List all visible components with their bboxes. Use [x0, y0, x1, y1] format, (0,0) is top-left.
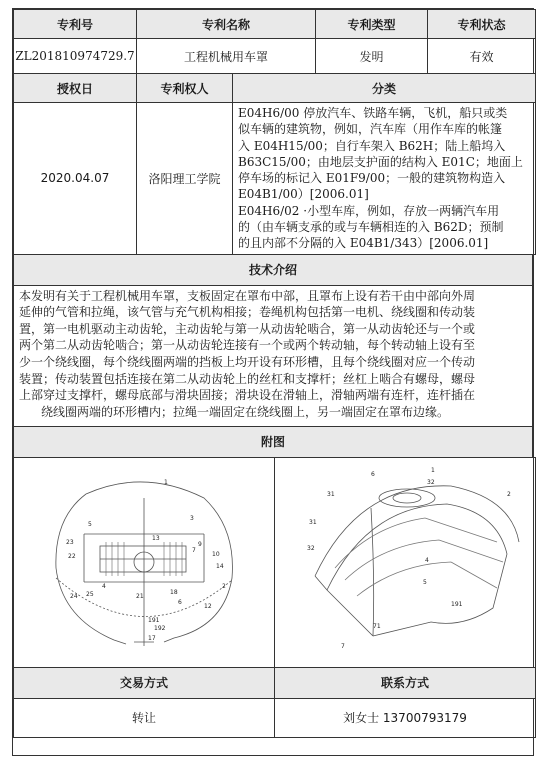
figure-1-label: 1	[164, 478, 168, 486]
dome-inner	[327, 504, 507, 590]
trade-title: 交易方式	[14, 667, 275, 698]
figure-1-label: 2	[222, 582, 226, 590]
figure-1-drawing	[14, 458, 273, 664]
grant-record-row	[14, 103, 536, 255]
tech-body-row	[14, 285, 533, 426]
record-row	[14, 39, 536, 74]
figure-2-label: 31	[327, 490, 335, 498]
figure-2-label: 32	[307, 544, 315, 552]
patent-name-header: 专利名称	[137, 10, 316, 39]
figure-1-label: 9	[198, 540, 202, 548]
figure-1-label: 21	[136, 592, 144, 600]
patent-sheet	[12, 8, 534, 756]
figure-1-label: 3	[190, 514, 194, 522]
patent-type-header: 专利类型	[316, 10, 428, 39]
figure-1-label: 4	[102, 582, 106, 590]
figure-2-label: 6	[371, 470, 375, 478]
figure-1-label: 12	[204, 602, 212, 610]
figure-1-label: 24	[70, 592, 78, 600]
contact-title: 联系方式	[275, 667, 536, 698]
abstract-line: 少一个绕线圈，每个绕线圈两端的挡板上均开设有环形槽，且每个绕线圈对应一个传动	[19, 355, 476, 370]
figure-2-label: 191	[451, 600, 463, 608]
figure-1-label: 14	[216, 562, 224, 570]
figure-2-label: 2	[507, 490, 511, 498]
figure-header-row	[14, 426, 533, 457]
figure-2-drawing	[275, 458, 534, 664]
tech-abstract	[14, 285, 533, 426]
figure-1-label: 25	[86, 590, 94, 598]
figure-1-label: 7	[192, 546, 196, 554]
figure-title: 附图	[14, 426, 533, 457]
grant-header-row	[14, 74, 536, 103]
figure-1-label: 23	[66, 538, 74, 546]
patent-no-header: 专利号	[14, 10, 137, 39]
ribs	[335, 518, 503, 596]
top-reel	[379, 489, 435, 507]
figure-1-label: 22	[68, 552, 76, 560]
classification-line: 的（由车辆支承的或与车辆相连的入 B62D；预制	[238, 220, 504, 235]
patent-status-value: 有效	[428, 39, 536, 74]
header-row	[14, 10, 536, 39]
figure-1-cell	[14, 457, 275, 667]
patent-status-header: 专利状态	[428, 10, 536, 39]
abstract-line: 本发明有关于工程机械用车罩，支板固定在罩布中部，且罩布上设有若干由中部向外周	[19, 288, 476, 303]
figure-1-label: 191	[148, 616, 160, 624]
figure-1-label: 13	[152, 534, 160, 542]
figure-2-label: 5	[423, 578, 427, 586]
figure-2-label: 7	[341, 642, 345, 650]
classification-value	[233, 103, 536, 255]
grant-date-header: 授权日	[14, 74, 137, 103]
contact-value: 刘女士 13700793179	[275, 698, 536, 737]
abstract-line: 两个第二从动齿轮啮合；第一从动齿轮连接有一个或两个转动轴，每个转动轴上设有至	[19, 338, 476, 353]
classification-line: 停车场的标记入 E01F9/00；一般的建筑物构造入	[238, 171, 506, 186]
figure-1-label: 10	[212, 550, 220, 558]
classification-header: 分类	[233, 74, 536, 103]
classification-line: B63C15/00；由地层支护面的结构入 E01C；地面上	[238, 154, 523, 169]
classification-line: E04H6/02 ·小型车库，例如，存放一两辆汽车用	[238, 203, 500, 218]
classification-line: 的且内部不分隔的入 E04B1/343）[2006.01]	[238, 236, 489, 251]
classification-line: E04B1/00）[2006.01]	[238, 187, 369, 202]
patent-table	[13, 9, 536, 74]
figure-2-label: 1	[431, 466, 435, 474]
footer-header-row	[14, 667, 536, 698]
patent-no-value: ZL201810974729.7	[14, 39, 137, 74]
abstract-line: 装置；传动装置包括连接在第二从动齿轮上的丝杠和支撑杆；丝杠上啮合有螺母，螺母	[19, 371, 476, 386]
figure-1-label: 5	[88, 520, 92, 528]
abstract-line: 延伸的气管和拉绳，该气管与充气机构相接；卷绳机构包括第一电机、绕线圈和传动装	[19, 305, 476, 320]
cover-outline-left	[56, 494, 126, 644]
ground-rail	[315, 576, 373, 636]
classification-line: 似车辆的建筑物，例如，汽车库（用作车库的帐篷	[238, 122, 503, 137]
figure-1-label: 17	[148, 634, 156, 642]
abstract-line: 上部穿过支撑杆，螺母底部与滑块固接；滑块设在滑轴上，滑轴两端有连杆，连杆插在	[19, 388, 476, 403]
figure-2-label: 31	[309, 518, 317, 526]
patent-type-value: 发明	[316, 39, 428, 74]
grant-table	[13, 73, 536, 255]
figure-2-label: 71	[373, 622, 381, 630]
figure-2-cell	[275, 457, 536, 667]
trade-value: 转让	[14, 698, 275, 737]
abstract-line: 绕线圈两端的环形槽内；拉绳一端固定在绕线圈上，另一端固定在罩布边缘。	[41, 404, 450, 419]
figure-1-label: 18	[170, 588, 178, 596]
patent-name-value: 工程机械用车罩	[137, 39, 316, 74]
dome-outer	[315, 486, 519, 576]
footer-value-row	[14, 698, 536, 737]
figure-2-label: 32	[427, 478, 435, 486]
grant-date-value: 2020.04.07	[14, 103, 137, 255]
abstract-line: 置，第一电机驱动主动齿轮，主动齿轮与第一从动齿轮啮合，第一从动齿轮还与一个或	[19, 321, 476, 336]
classification-line: E04H6/00 停放汽车、铁路车辆，飞机，船只或类	[238, 106, 508, 120]
figure-table	[13, 457, 536, 738]
figure-row	[14, 457, 536, 667]
figure-2-label: 4	[425, 556, 429, 564]
tech-table	[13, 254, 533, 458]
figure-1-label: 6	[178, 598, 182, 606]
tech-title: 技术介绍	[14, 254, 533, 285]
figure-1-label: 192	[154, 624, 166, 632]
holder-value: 洛阳理工学院	[137, 103, 233, 255]
holder-header: 专利权人	[137, 74, 233, 103]
dome-front	[371, 508, 374, 636]
tech-header-row	[14, 254, 533, 285]
dome-side	[373, 554, 507, 636]
classification-line: 入 E04H15/00；自行车架入 B62H；陆上船坞入	[238, 138, 506, 153]
